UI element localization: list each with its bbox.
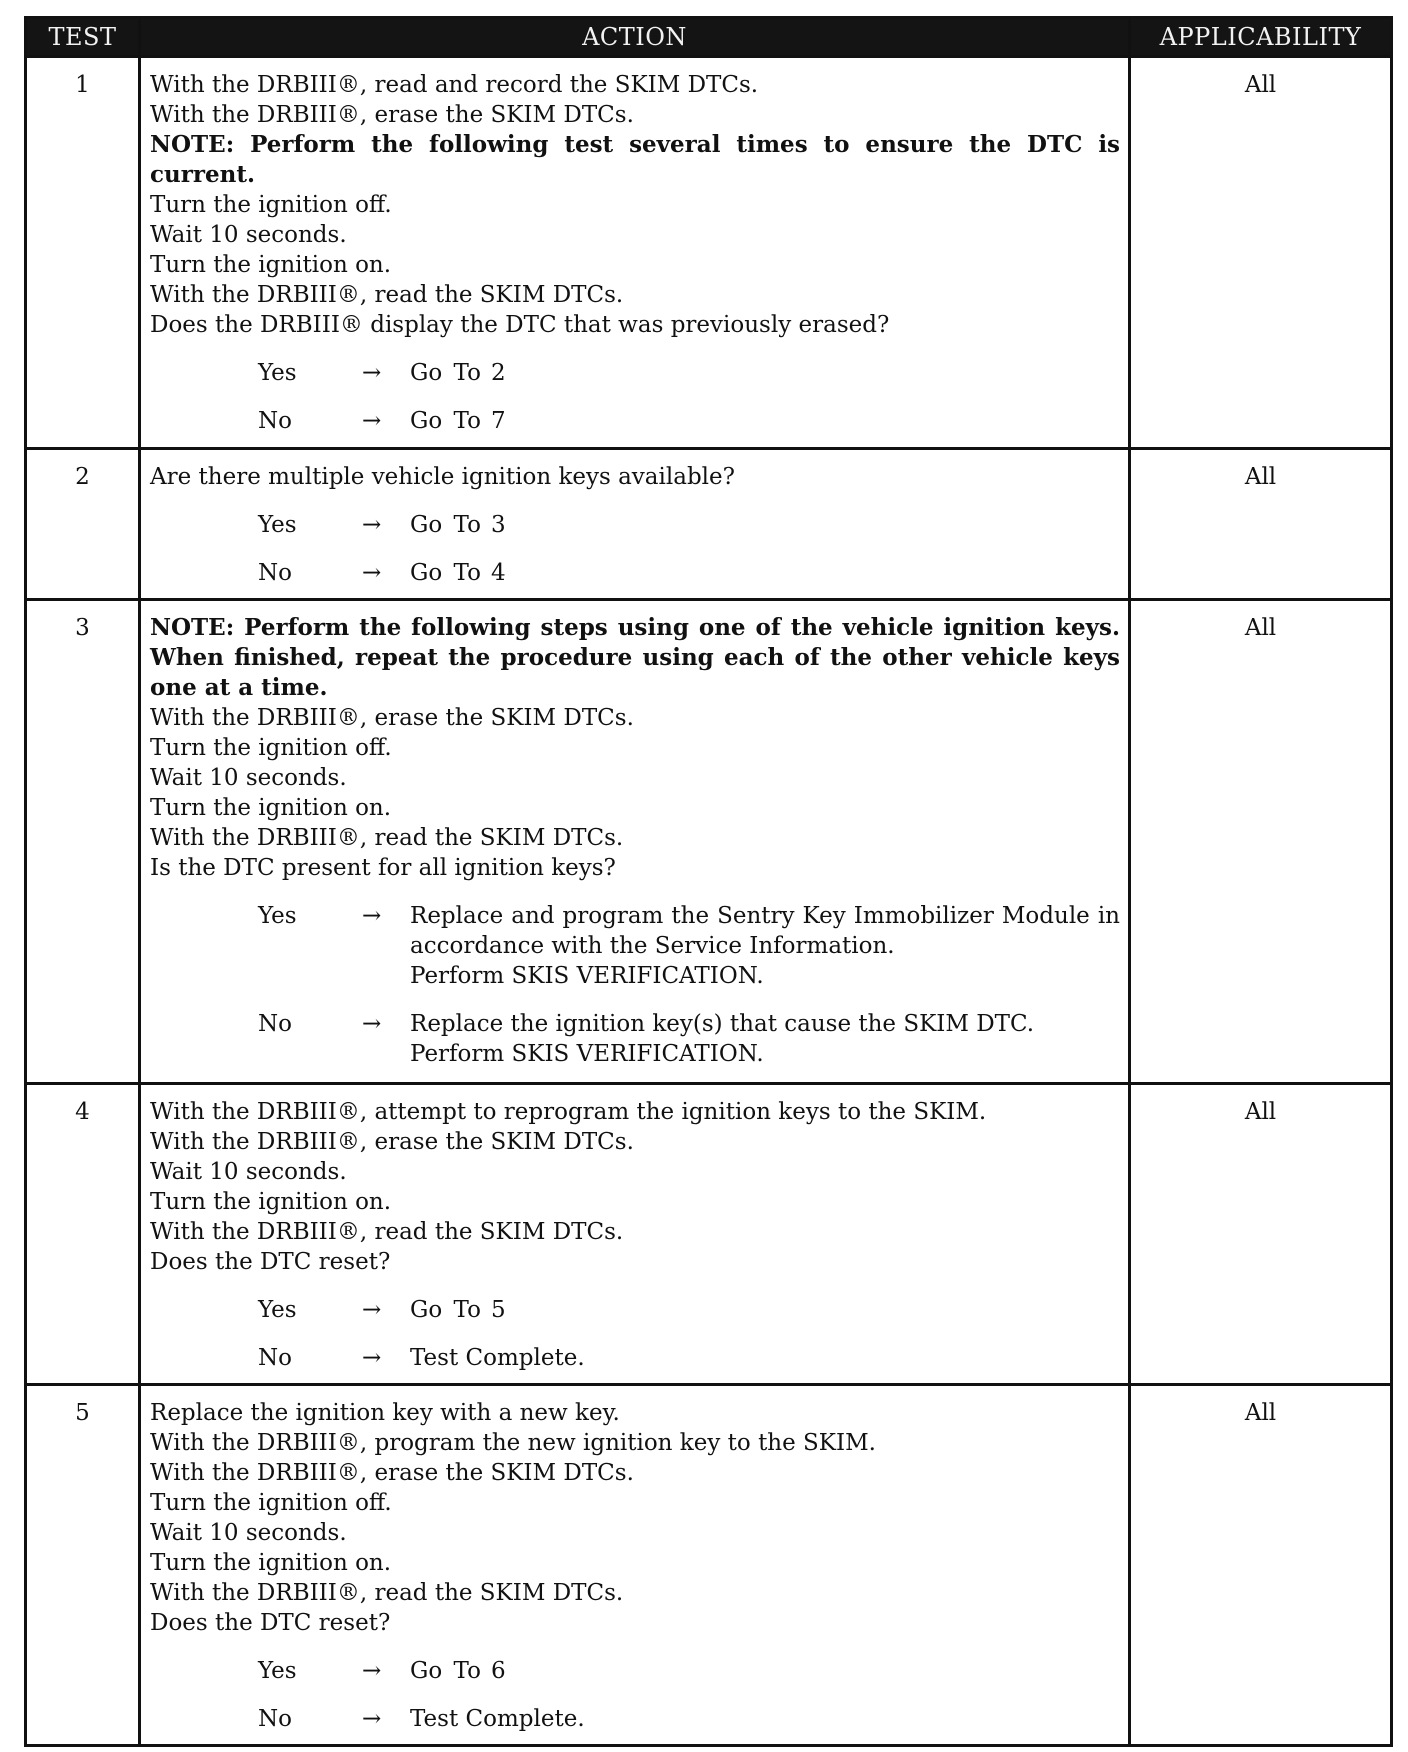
yes-branch	[150, 1295, 1120, 1325]
action-step: Are there multiple vehicle ignition keys available?	[150, 464, 735, 490]
yes-branch	[150, 1656, 1120, 1686]
goto-target: 2	[490, 360, 506, 386]
arrow-icon: →	[362, 408, 382, 434]
action-cell	[140, 449, 1130, 600]
no-label: No	[258, 1345, 292, 1371]
action-step: Does the DTC reset?	[150, 1610, 391, 1636]
test-number: 4	[26, 1084, 140, 1385]
yes-branch	[150, 901, 1120, 991]
action-step: With the DRBIII®, read the SKIM DTCs.	[150, 1219, 624, 1245]
action-step: With the DRBIII®, read the SKIM DTCs.	[150, 282, 624, 308]
action-step: With the DRBIII®, read the SKIM DTCs.	[150, 825, 624, 851]
action-cell	[140, 1084, 1130, 1385]
result-line: Test Complete.	[410, 1706, 585, 1732]
goto-text: Go To	[410, 1658, 481, 1684]
header-test: TEST	[26, 18, 140, 57]
arrow-icon: →	[362, 360, 382, 386]
action-cell	[140, 57, 1130, 449]
action-step: With the DRBIII®, read the SKIM DTCs.	[150, 1580, 624, 1606]
no-result	[410, 1009, 1120, 1069]
goto-text: Go To	[410, 360, 481, 386]
test-row-5	[26, 1385, 1392, 1746]
test-row-2	[26, 449, 1392, 600]
test-number: 5	[26, 1385, 140, 1746]
arrow-icon: →	[362, 903, 382, 929]
yes-label: Yes	[258, 1658, 297, 1684]
arrow-icon: →	[362, 512, 382, 538]
yes-label: Yes	[258, 360, 297, 386]
arrow-icon: →	[362, 1658, 382, 1684]
test-number: 2	[26, 449, 140, 600]
no-result	[410, 1343, 1120, 1373]
table-header	[26, 18, 1392, 57]
action-step: With the DRBIII®, erase the SKIM DTCs.	[150, 102, 634, 128]
header-action: ACTION	[140, 18, 1130, 57]
yes-label: Yes	[258, 1297, 297, 1323]
arrow-icon: →	[362, 1011, 382, 1037]
test-row-1	[26, 57, 1392, 449]
action-step: With the DRBIII®, erase the SKIM DTCs.	[150, 1460, 634, 1486]
action-step: Wait 10 seconds.	[150, 765, 347, 791]
no-label: No	[258, 1011, 292, 1037]
action-step: With the DRBIII®, attempt to reprogram the ignition keys to the SKIM.	[150, 1099, 987, 1125]
no-branch	[150, 1704, 1120, 1734]
yes-result	[410, 1295, 1120, 1325]
no-label: No	[258, 560, 292, 586]
applicability-cell: All	[1130, 600, 1392, 1084]
yes-label: Yes	[258, 903, 297, 929]
yes-result	[410, 510, 1120, 540]
goto-target: 3	[490, 512, 506, 538]
no-branch	[150, 558, 1120, 588]
applicability-cell: All	[1130, 1385, 1392, 1746]
goto-target: 6	[490, 1658, 506, 1684]
yes-label: Yes	[258, 512, 297, 538]
yes-result	[410, 358, 1120, 388]
test-number: 3	[26, 600, 140, 1084]
action-step: Turn the ignition on.	[150, 252, 392, 278]
applicability-cell: All	[1130, 1084, 1392, 1385]
goto-target: 7	[490, 408, 506, 434]
action-step: Does the DRBIII® display the DTC that was previously erased?	[150, 312, 890, 338]
action-step: Wait 10 seconds.	[150, 1520, 347, 1546]
goto-text: Go To	[410, 408, 481, 434]
yes-result	[410, 1656, 1120, 1686]
arrow-icon: →	[362, 560, 382, 586]
no-result	[410, 558, 1120, 588]
header-applicability: APPLICABILITY	[1130, 18, 1392, 57]
result-line: Replace the ignition key(s) that cause the SKIM DTC.	[410, 1011, 1035, 1037]
result-line: Perform SKIS VERIFICATION.	[410, 1041, 764, 1067]
no-result	[410, 406, 1120, 436]
no-label: No	[258, 1706, 292, 1732]
no-label: No	[258, 408, 292, 434]
yes-branch	[150, 358, 1120, 388]
action-step: Turn the ignition off.	[150, 1490, 392, 1516]
no-branch	[150, 1009, 1120, 1069]
action-step: With the DRBIII®, program the new ignition key to the SKIM.	[150, 1430, 876, 1456]
goto-text: Go To	[410, 560, 481, 586]
test-number: 1	[26, 57, 140, 449]
no-branch	[150, 1343, 1120, 1373]
action-step: Turn the ignition on.	[150, 1189, 392, 1215]
note-text: NOTE: Perform the following steps using one of the vehicle ignition keys. When finished, repeat the procedure using each of the other vehicle keys one at a time.	[150, 614, 1120, 701]
goto-target: 4	[490, 560, 506, 586]
action-step: With the DRBIII®, erase the SKIM DTCs.	[150, 1129, 634, 1155]
goto-target: 5	[490, 1297, 506, 1323]
result-line: Replace and program the Sentry Key Immobilizer Module in accordance with the Service Information.	[410, 903, 1120, 959]
diagnostic-test-table-page	[24, 16, 1390, 1747]
action-step: With the DRBIII®, read and record the SKIM DTCs.	[150, 72, 759, 98]
action-cell	[140, 600, 1130, 1084]
applicability-cell: All	[1130, 57, 1392, 449]
no-result	[410, 1704, 1120, 1734]
action-step: Wait 10 seconds.	[150, 222, 347, 248]
result-line: Test Complete.	[410, 1345, 585, 1371]
action-step: With the DRBIII®, erase the SKIM DTCs.	[150, 705, 634, 731]
goto-text: Go To	[410, 1297, 481, 1323]
action-step: Turn the ignition off.	[150, 735, 392, 761]
yes-branch	[150, 510, 1120, 540]
test-row-4	[26, 1084, 1392, 1385]
arrow-icon: →	[362, 1297, 382, 1323]
no-branch	[150, 406, 1120, 436]
action-step: Turn the ignition on.	[150, 795, 392, 821]
action-step: Wait 10 seconds.	[150, 1159, 347, 1185]
arrow-icon: →	[362, 1345, 382, 1371]
applicability-cell: All	[1130, 449, 1392, 600]
goto-text: Go To	[410, 512, 481, 538]
action-step: Turn the ignition off.	[150, 192, 392, 218]
diagnostic-test-table	[24, 16, 1393, 1747]
arrow-icon: →	[362, 1706, 382, 1732]
action-step: Is the DTC present for all ignition keys?	[150, 855, 616, 881]
action-step: Replace the ignition key with a new key.	[150, 1400, 620, 1426]
note-text: NOTE: Perform the following test several times to ensure the DTC is current.	[150, 131, 1120, 188]
test-row-3	[26, 600, 1392, 1084]
action-step: Turn the ignition on.	[150, 1550, 392, 1576]
action-step: Does the DTC reset?	[150, 1249, 391, 1275]
yes-result	[410, 901, 1120, 991]
action-cell	[140, 1385, 1130, 1746]
result-line: Perform SKIS VERIFICATION.	[410, 963, 764, 989]
